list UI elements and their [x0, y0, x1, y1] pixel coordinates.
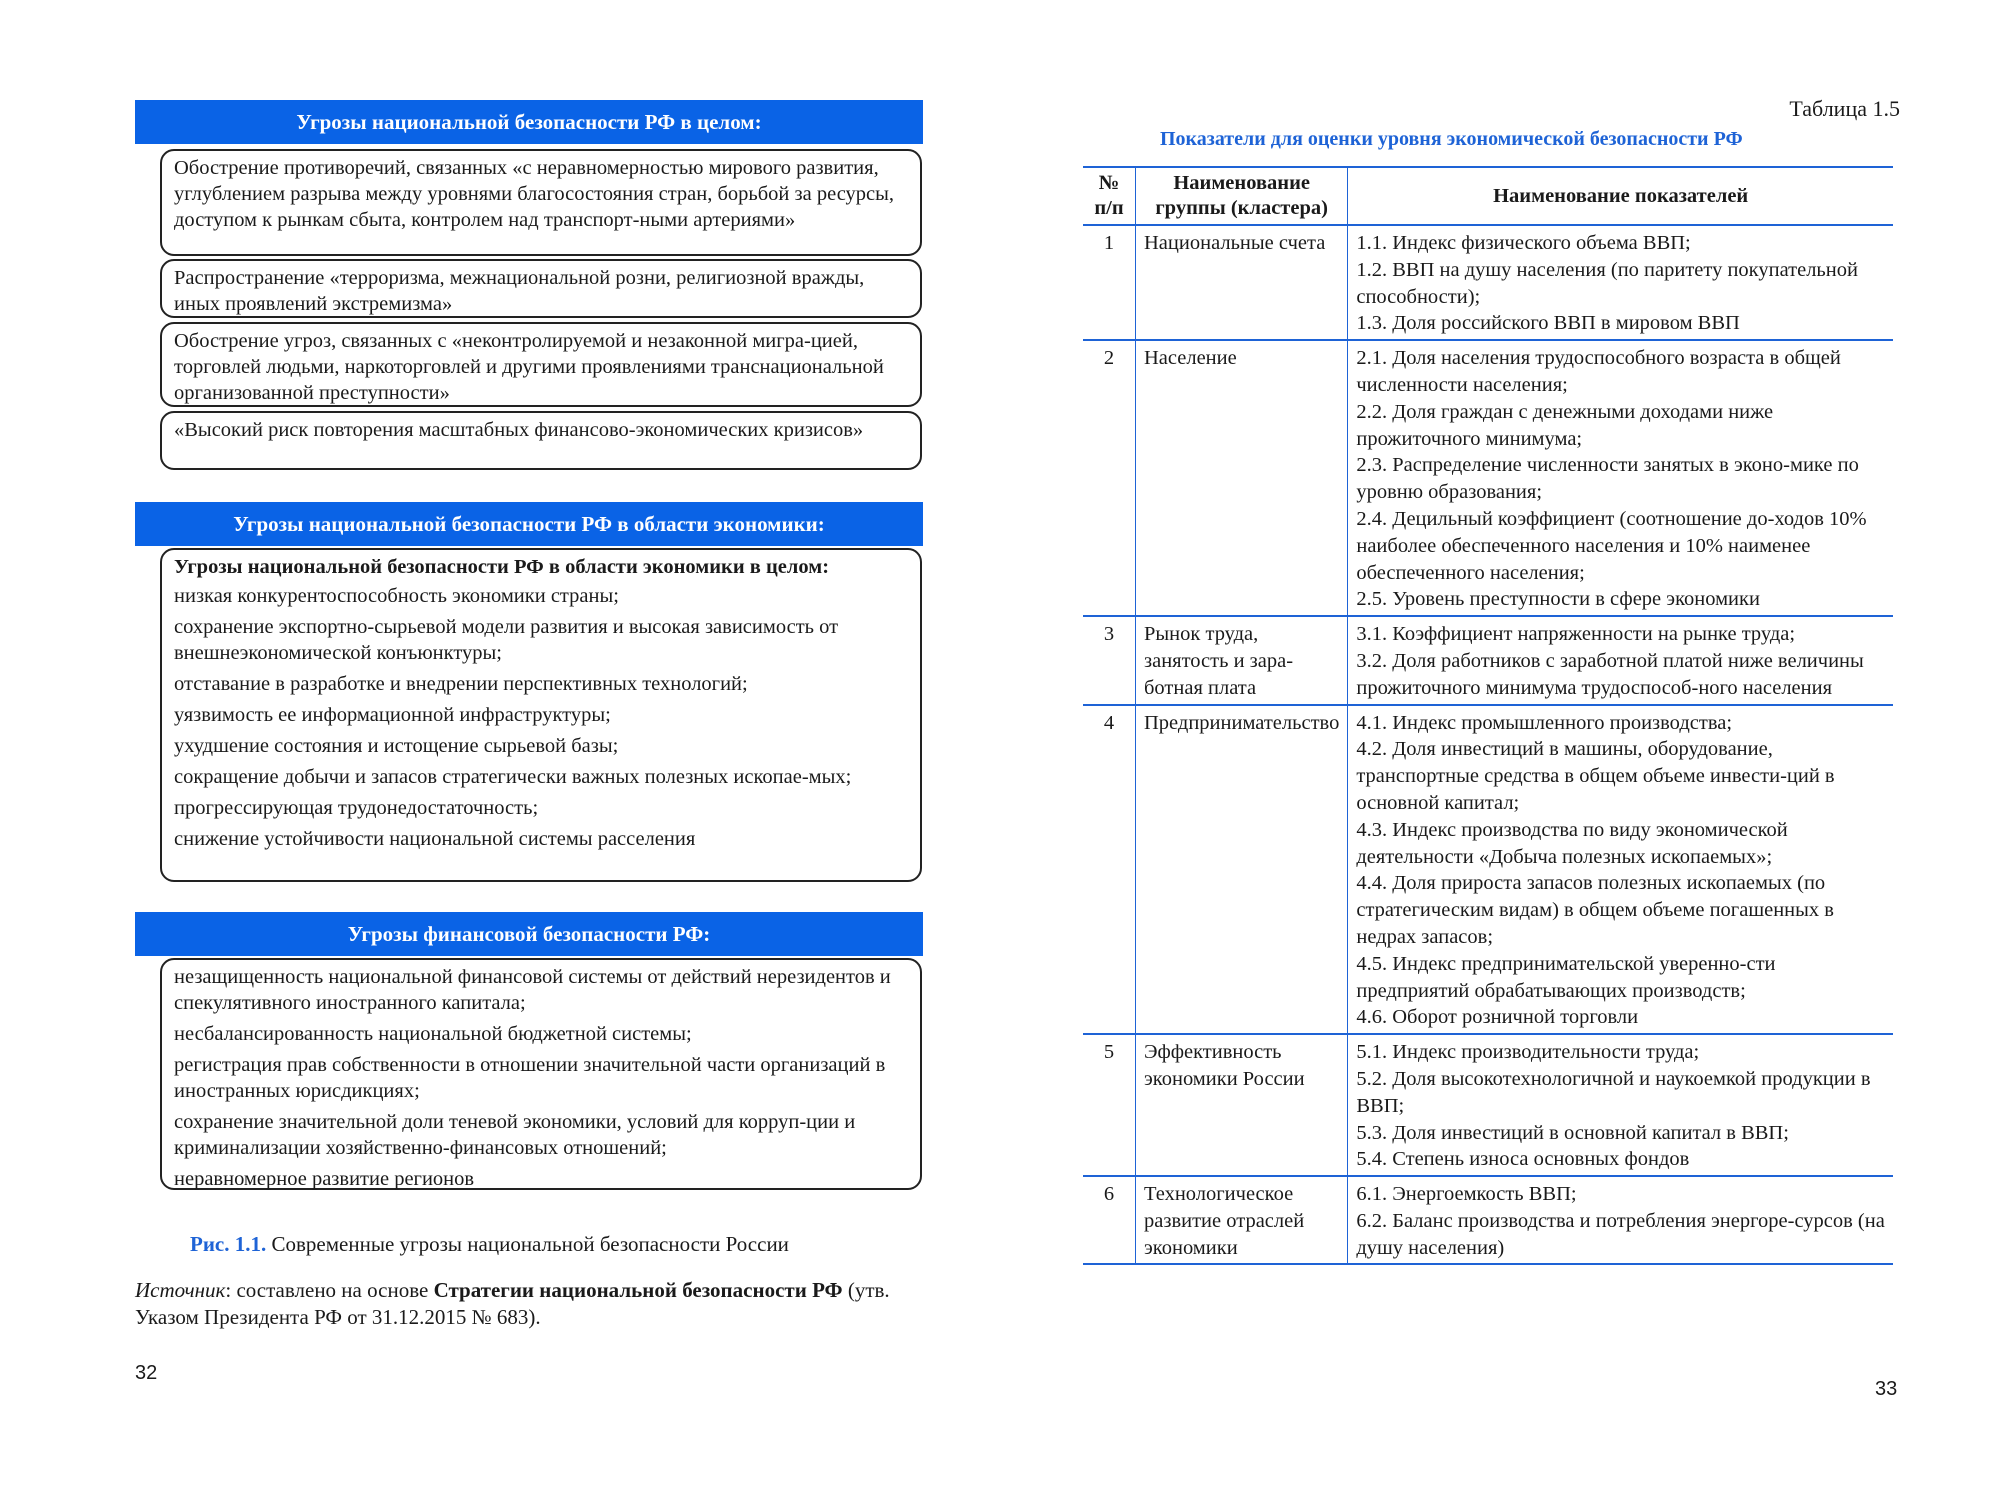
figure-caption [190, 1232, 789, 1257]
row-indicators [1348, 1034, 1893, 1176]
figure-caption-text: Современные угрозы национальной безопасности России [266, 1232, 789, 1256]
indicator-item: 4.1. Индекс промышленного производства; [1356, 711, 1733, 734]
row-number: 6 [1083, 1176, 1136, 1264]
threat-box-4: «Высокий риск повторения масштабных финансово-экономических кризисов» [160, 411, 922, 470]
list-item: ухудшение состояния и истощение сырьевой базы; [174, 735, 619, 757]
table-row [1083, 225, 1893, 340]
indicator-item: 3.2. Доля работников с заработной платой ниже величины прожиточного минимума трудоспособ-ного населения [1356, 649, 1864, 699]
list-item: сохранение значительной доли теневой экономики, условий для корруп-ции и криминализации хозяйственно-финансовых отношений; [174, 1111, 856, 1159]
indicator-item: 1.3. Доля российского ВВП в мировом ВВП [1356, 312, 1740, 335]
table-row [1083, 616, 1893, 704]
list-item: снижение устойчивости национальной системы расселения [174, 828, 696, 850]
list-item: незащищенность национальной финансовой системы от действий нерезидентов и спекулятивного иностранного капитала; [174, 966, 891, 1014]
table-row [1083, 1034, 1893, 1176]
row-group: Эффективность экономики России [1136, 1034, 1348, 1176]
indicator-item: 4.4. Доля прироста запасов полезных ископаемых (по стратегическим видам) в общем объеме погашенных в недрах запасов; [1356, 872, 1834, 948]
section-banner-economic-threats: Угрозы национальной безопасности РФ в области экономики: [135, 502, 923, 546]
indicator-item: 2.2. Доля граждан с денежными доходами ниже прожиточного минимума; [1356, 400, 1774, 450]
indicators-table [1083, 166, 1893, 1265]
list-item: низкая конкурентоспособность экономики страны; [174, 585, 619, 607]
section-banner-general-threats: Угрозы национальной безопасности РФ в целом: [135, 100, 923, 144]
economic-threats-subtitle: Угрозы национальной безопасности РФ в области экономики в целом: [174, 556, 830, 578]
threat-box-3: Обострение угроз, связанных с «неконтролируемой и незаконной мигра-цией, торговлей людьми, наркоторговлей и другими проявлениями транснациональной организованной преступности» [160, 322, 922, 407]
list-item: сокращение добычи и запасов стратегически важных полезных ископае-мых; [174, 766, 852, 788]
row-group: Технологическое развитие отраслей экономики [1136, 1176, 1348, 1264]
indicator-item: 5.2. Доля высокотехнологичной и наукоемкой продукции в ВВП; [1356, 1067, 1871, 1117]
figure-label: Рис. 1.1. [190, 1232, 267, 1256]
section-banner-financial-threats: Угрозы финансовой безопасности РФ: [135, 912, 923, 956]
header-num: № п/п [1083, 167, 1136, 225]
row-number: 1 [1083, 225, 1136, 340]
row-number: 2 [1083, 340, 1136, 616]
page-number-right: 33 [1875, 1378, 1898, 1400]
row-indicators [1348, 225, 1893, 340]
financial-threats-box [160, 958, 922, 1190]
indicator-item: 6.1. Энергоемкость ВВП; [1356, 1183, 1577, 1206]
table-header-row [1083, 167, 1893, 225]
row-group: Население [1136, 340, 1348, 616]
indicator-item: 4.2. Доля инвестиций в машины, оборудование, транспортные средства в общем объеме инвести-ций в основной капитал; [1356, 738, 1835, 814]
indicator-item: 4.6. Оборот розничной торговли [1356, 1006, 1639, 1029]
header-indicators: Наименование показателей [1348, 167, 1893, 225]
row-group: Рынок труда, занятость и зара-ботная плата [1136, 616, 1348, 704]
row-number: 5 [1083, 1034, 1136, 1176]
source-note: Источник: составлено на основе Стратегии национальной безопасности РФ (утв. Указом Президента РФ от 31.12.2015 № 683). [135, 1278, 890, 1329]
row-indicators [1348, 340, 1893, 616]
list-item: регистрация прав собственности в отношении значительной части организаций в иностранных юрисдикциях; [174, 1054, 886, 1102]
list-item: отставание в разработке и внедрении перспективных технологий; [174, 673, 748, 695]
indicator-item: 5.1. Индекс производительности труда; [1356, 1041, 1700, 1064]
list-item: уязвимость ее информационной инфраструктуры; [174, 704, 611, 726]
table-title: Показатели для оценки уровня экономической безопасности РФ [1160, 128, 1743, 150]
row-indicators [1348, 616, 1893, 704]
page-number-left: 32 [135, 1362, 158, 1384]
indicator-item: 2.1. Доля населения трудоспособного возраста в общей численности населения; [1356, 347, 1841, 396]
row-group: Национальные счета [1136, 225, 1348, 340]
indicator-item: 3.1. Коэффициент напряженности на рынке труда; [1356, 623, 1796, 646]
row-indicators [1348, 1176, 1893, 1264]
indicator-item: 2.4. Децильный коэффициент (соотношение до-ходов 10% наиболее обеспеченного населения и 10% наименее обеспеченного населения; [1356, 507, 1867, 584]
threat-box-2: Распространение «терроризма, межнациональной розни, религиозной вражды, иных проявлений экстремизма» [160, 259, 922, 318]
row-number: 4 [1083, 705, 1136, 1035]
table-row [1083, 1176, 1893, 1264]
row-indicators [1348, 705, 1893, 1035]
header-group: Наименование группы (кластера) [1136, 167, 1348, 225]
row-group: Предпринимательство [1136, 705, 1348, 1035]
row-number: 3 [1083, 616, 1136, 704]
table-number: Таблица 1.5 [1789, 96, 1900, 121]
economic-threats-box [160, 548, 922, 882]
list-item: прогрессирующая трудонедостаточность; [174, 797, 539, 819]
table-row [1083, 705, 1893, 1035]
indicator-item: 4.5. Индекс предпринимательской уверенно-сти предприятий обрабатывающих производств; [1356, 952, 1776, 1002]
list-item: несбалансированность национальной бюджетной системы; [174, 1023, 692, 1045]
indicator-item: 5.3. Доля инвестиций в основной капитал в ВВП; [1356, 1121, 1789, 1144]
indicator-item: 5.4. Степень износа основных фондов [1356, 1148, 1690, 1171]
table-row [1083, 340, 1893, 616]
list-item: сохранение экспортно-сырьевой модели развития и высокая зависимость от внешнеэкономической конъюнктуры; [174, 616, 839, 664]
indicator-item: 1.2. ВВП на душу населения (по паритету покупательной способности); [1356, 258, 1858, 308]
indicator-item: 4.3. Индекс производства по виду экономической деятельности «Добыча полезных ископаемых»; [1356, 818, 1788, 868]
indicator-item: 2.5. Уровень преступности в сфере экономики [1356, 588, 1760, 611]
indicator-item: 1.1. Индекс физического объема ВВП; [1356, 232, 1691, 254]
indicator-item: 2.3. Распределение численности занятых в эконо-мике по уровню образования; [1356, 454, 1859, 504]
indicator-item: 6.2. Баланс производства и потребления энергоре-сурсов (на душу населения) [1356, 1209, 1885, 1259]
list-item: неравномерное развитие регионов [174, 1168, 475, 1190]
threat-box-1: Обострение противоречий, связанных «с неравномерностью мирового развития, углублением разрыва между уровнями благосостояния стран, борьбой за ресурсы, доступом к рынкам сбыта, контролем над транспорт-ными артериями» [160, 149, 922, 256]
